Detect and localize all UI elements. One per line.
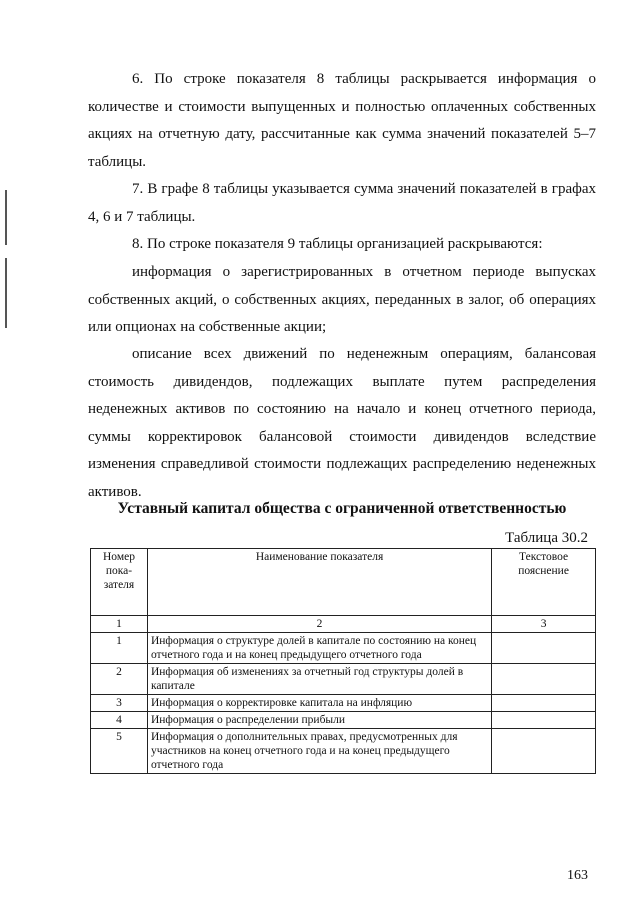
table-row: [91, 633, 596, 664]
table-header-row: [91, 549, 596, 616]
row-name: Информация о корректировке капитала на инфляцию: [147, 695, 491, 712]
paragraph-8-item-1: информация о зарегистрированных в отчетном периоде выпусках собственных акций, о собственных акциях, переданных в залог, об операциях или опционах на собственные акции;: [88, 264, 596, 335]
column-number: 1: [91, 616, 148, 633]
paragraph-8: 8. По строке показателя 9 таблицы организацией раскрываются:: [132, 236, 543, 252]
table-row: [91, 712, 596, 729]
header-name: Наименование показателя: [147, 549, 491, 616]
row-note: [492, 633, 596, 664]
section-heading: Уставный капитал общества с ограниченной ответственностью: [117, 500, 567, 517]
row-note: [492, 712, 596, 729]
table-row: [91, 695, 596, 712]
row-note: [492, 729, 596, 774]
margin-mark: [5, 190, 7, 245]
row-note: [492, 695, 596, 712]
row-number: 5: [91, 729, 148, 774]
row-number: 1: [91, 633, 148, 664]
table-row: [91, 664, 596, 695]
column-number: 3: [492, 616, 596, 633]
column-number: 2: [147, 616, 491, 633]
paragraph-7: 7. В графе 8 таблицы указывается сумма значений показателей в графах 4, 6 и 7 таблицы.: [88, 181, 596, 225]
row-name: Информация о дополнительных правах, предусмотренных для участников на конец отчетного года и на конец предыдущего отчетного года: [147, 729, 491, 774]
row-number: 2: [91, 664, 148, 695]
row-name: Информация об изменениях за отчетный год структуры долей в капитале: [147, 664, 491, 695]
row-name: Информация о структуре долей в капитале по состоянию на конец отчетного года и на конец предыдущего отчетного года: [147, 633, 491, 664]
header-note: Текстовое пояснение: [492, 549, 596, 616]
row-number: 4: [91, 712, 148, 729]
margin-mark: [5, 258, 7, 328]
paragraph-6: 6. По строке показателя 8 таблицы раскрывается информация о количестве и стоимости выпущенных и полностью оплаченных собственных акциях на отчетную дату, рассчитанные как сумма значений показателей 5–7 таблицы.: [88, 71, 596, 170]
capital-table: [90, 548, 596, 774]
row-note: [492, 664, 596, 695]
table-caption: Таблица 30.2: [505, 530, 588, 546]
header-number: Номер пока-зателя: [91, 549, 148, 616]
column-number-row: [91, 616, 596, 633]
paragraph-8-item-2: описание всех движений по неденежным операциям, балансовая стоимость дивидендов, подлежащих выплате путем распределения неденежных активов по состоянию на начало и конец отчетного периода, суммы корректировок балансовой стоимости дивидендов вследствие изменения справедливой стоимости подлежащих распределению неденежных активов.: [88, 346, 596, 500]
table-row: [91, 729, 596, 774]
page-number: 163: [567, 868, 588, 883]
row-number: 3: [91, 695, 148, 712]
row-name: Информация о распределении прибыли: [147, 712, 491, 729]
